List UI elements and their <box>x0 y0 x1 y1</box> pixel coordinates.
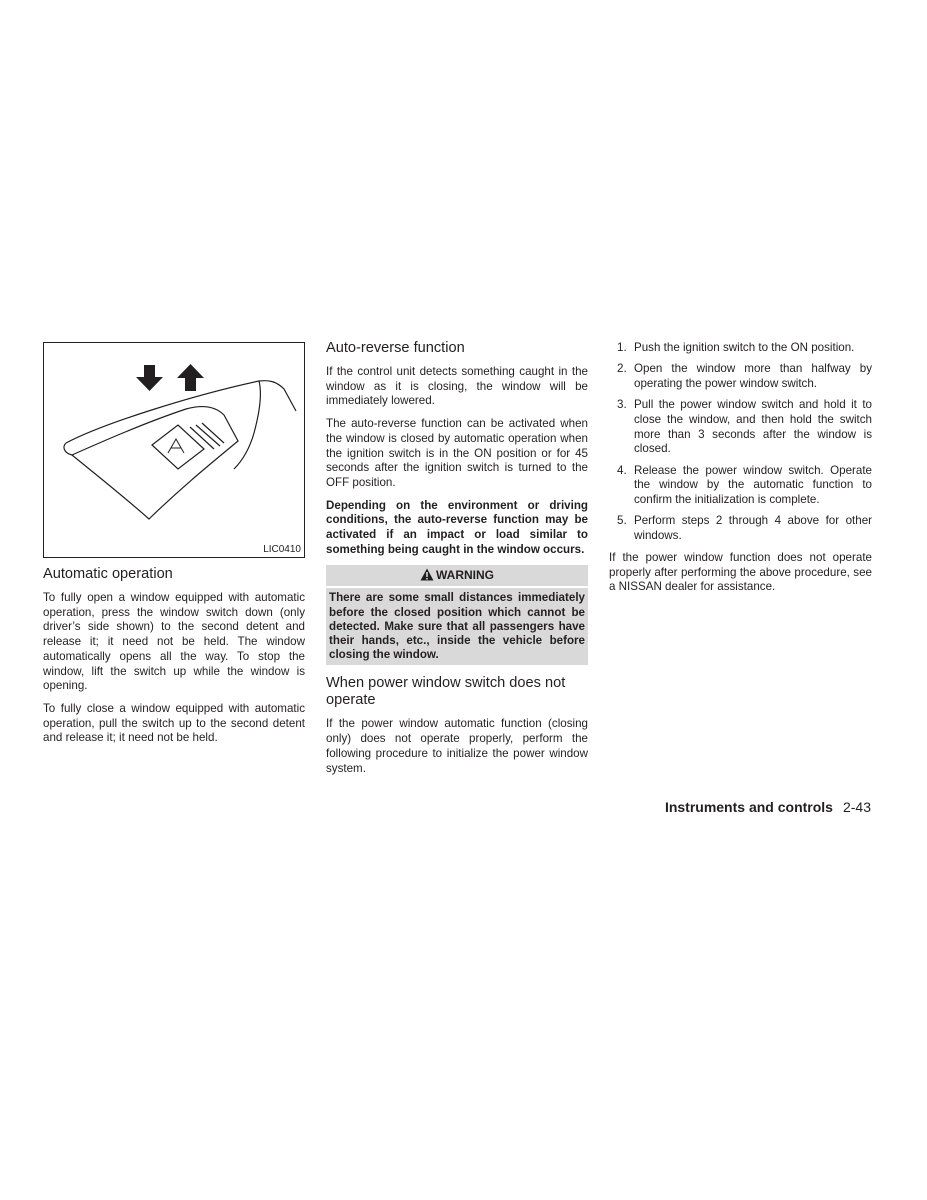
step-text: Release the power window switch. Operate the window by the automatic function to confirm the initialization is complete. <box>634 463 872 507</box>
not-operate-paragraph: If the power window automatic function (closing only) does not operate properly, perform the following procedure to initialize the power window system. <box>326 717 588 775</box>
automatic-operation-paragraph-2: To fully close a window equipped with automatic operation, pull the switch up to the second detent and release it; it need not be held. <box>43 701 305 745</box>
warning-title: WARNING <box>436 568 494 583</box>
not-operate-heading: When power window switch does not operate <box>326 675 566 709</box>
footer-section-title: Instruments and controls <box>664 799 833 815</box>
step-item <box>609 464 872 508</box>
figure-code: LIC0410 <box>263 544 301 555</box>
step-number: 4. <box>617 463 627 477</box>
window-switch-figure <box>43 342 305 558</box>
step-item <box>609 398 872 457</box>
window-switch-illustration <box>44 343 304 557</box>
column-right <box>609 341 872 603</box>
warning-text: There are some small distances immediately before the closed position which cannot be detected. Make sure that all passengers have their hands, etc., inside the vehicle before closing the window. <box>329 591 585 662</box>
warning-triangle-icon <box>420 568 434 586</box>
step-number: 3. <box>617 398 627 412</box>
auto-reverse-heading: Auto-reverse function <box>326 340 465 356</box>
auto-reverse-paragraph-2: The auto-reverse function can be activated when the window is closed by automatic operation when the ignition switch is in the ON position or for 45 seconds after the ignition switch is turned to the OFF position. <box>326 417 588 489</box>
step-item <box>609 514 872 543</box>
page-number: 2-43 <box>842 799 871 815</box>
step-text: Push the ignition switch to the ON position. <box>634 341 855 354</box>
step-text: Open the window more than halfway by operating the power window switch. <box>634 362 872 390</box>
step-item <box>609 362 872 391</box>
warning-header <box>326 565 588 588</box>
initialization-steps <box>609 341 872 544</box>
down-arrow-icon <box>136 365 163 391</box>
step-item <box>609 341 872 356</box>
step-text: Pull the power window switch and hold it to close the window, and then hold the switch more than 3 seconds after the window is closed. <box>634 398 872 456</box>
column-left <box>43 342 305 754</box>
column-middle <box>326 340 588 784</box>
up-arrow-icon <box>177 364 204 391</box>
auto-reverse-paragraph-1: If the control unit detects something caught in the window as it is closing, the window will be immediately lowered. <box>326 365 588 408</box>
closing-note: If the power window function does not operate properly after performing the above procedure, see a NISSAN dealer for assistance. <box>609 550 872 594</box>
step-number: 2. <box>617 362 627 376</box>
automatic-operation-paragraph-1: To fully open a window equipped with automatic operation, press the window switch down (only driver’s side shown) to the second detent and release it; it need not be held. The window automatically opens all the way. To stop the window, lift the switch up while the window is opening. <box>43 591 305 693</box>
auto-reverse-note: Depending on the environment or driving conditions, the auto-reverse function may be activated if an impact or load similar to something being caught in the window occurs. <box>326 498 588 556</box>
page-footer <box>665 798 871 816</box>
step-number: 1. <box>617 341 627 354</box>
step-text: Perform steps 2 through 4 above for other windows. <box>634 514 872 543</box>
warning-box <box>326 565 588 665</box>
automatic-operation-heading: Automatic operation <box>43 566 173 582</box>
step-number: 5. <box>617 514 627 528</box>
